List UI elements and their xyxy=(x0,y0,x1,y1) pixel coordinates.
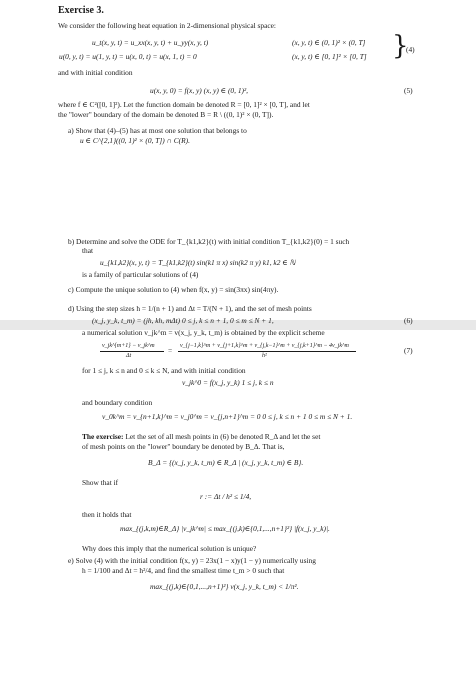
domain-definition-line-1: where f ∈ C²([0, 1]²). Let the function domain be denoted R = [0, 1]² × [0, T], and let xyxy=(58,100,310,109)
part-b-line-2: that xyxy=(82,246,94,255)
equation-number-7: (7) xyxy=(404,346,413,355)
intro-text: We consider the following heat equation in 2-dimensional physical space: xyxy=(58,21,276,30)
part-d-line-2: a numerical solution v_jk^m = v(x_j, y_k, t_m) is obtained by the explicit scheme xyxy=(82,328,325,337)
equation-number-4: (4) xyxy=(406,45,415,54)
scheme-equals: = xyxy=(168,346,173,355)
final-inequality: max_{(j,k)∈{0,1,...,n+1}²} v(x_j, y_k, t_m) < 1/π². xyxy=(150,582,299,591)
exercise-label: The exercise: xyxy=(82,432,124,441)
part-e-line-2: h = 1/100 and Δt = h²/4, and find the smallest time t_m > 0 such that xyxy=(82,566,285,575)
document-page-2 xyxy=(0,237,476,700)
equation-number-6: (6) xyxy=(404,316,413,325)
lower-boundary-set: B_Δ = {(x_j, y_k, t_m) ∈ R_Δ | (x_j, y_k, t_m) ∈ B}. xyxy=(148,458,304,467)
stability-condition: r := Δt / h² ≤ 1/4, xyxy=(200,492,252,501)
boundary-equation: u(0, y, t) = u(1, y, t) = u(x, 0, t) = u(x, 1, t) = 0 xyxy=(59,52,197,61)
part-b-line-1: b) Determine and solve the ODE for T_{k1,k2}(t) with initial condition T_{k1,k2}(0) = 1 such xyxy=(68,237,350,246)
initial-condition-equation: u(x, y, 0) = f(x, y) (x, y) ∈ (0, 1)², xyxy=(150,86,249,95)
equation-number-5: (5) xyxy=(404,86,413,95)
document-page-1 xyxy=(0,0,476,320)
boundary-text: and boundary condition xyxy=(82,398,153,407)
initial-scheme-equation: v_jk^0 = f(x_j, y_k) 1 ≤ j, k ≤ n xyxy=(182,378,274,387)
part-c-text: c) Compute the unique solution to (4) when f(x, y) = sin(3πx) sin(4πy). xyxy=(68,285,279,294)
initial-condition-text: and with initial condition xyxy=(58,68,133,77)
part-e-line-1: e) Solve (4) with the initial condition f(x, y) = 23x(1 − x)y(1 − y) numerically using xyxy=(68,556,316,565)
exercise-text: Let the set of all mesh points in (6) be denoted R_Δ and let the set xyxy=(123,432,321,441)
part-d-line-1: d) Using the step sizes h = 1/(n + 1) and Δt = T/(N + 1), and the set of mesh points xyxy=(68,304,312,313)
maximum-principle-inequality: max_{(j,k,m)∈R_Δ} |v_jk^m| ≤ max_{(j,k)∈{0,1,...,n+1}²} |f(x_j, y_k)|. xyxy=(120,524,330,533)
part-d-line-3: for 1 ≤ j, k ≤ n and 0 ≤ k ≤ N, and with initial condition xyxy=(82,366,246,375)
scheme-lhs-numerator: v_jk^{m+1} − v_jk^m xyxy=(102,343,155,349)
part-b-line-3: is a family of particular solutions of (4) xyxy=(82,270,199,279)
scheme-rhs-fraction-bar xyxy=(178,351,356,352)
scheme-rhs-denominator: h² xyxy=(262,353,267,359)
pde-equation: u_t(x, y, t) = u_xx(x, y, t) + u_yy(x, y, t) xyxy=(92,38,209,47)
right-brace: } xyxy=(392,31,409,61)
boundary-scheme-equation: v_0k^m = v_{n+1,k}^m = v_j0^m = v_{j,n+1}^m = 0 0 ≤ j, k ≤ n + 1 0 ≤ m ≤ N + 1. xyxy=(102,412,353,421)
domain-definition-line-2: the "lower" boundary of the domain be denoted B = R \ ((0, 1)² × (0, T]). xyxy=(58,110,274,119)
mesh-points-equation: (x_j, y_k, t_m) = (jh, kh, mΔt) 0 ≤ j, k ≤ n + 1, 0 ≤ m ≤ N + 1, xyxy=(92,316,274,325)
part-a-line-2: u ∈ C^{2,1}((0, 1)² × (0, T]) ∩ C(R). xyxy=(80,136,190,145)
exercise-statement-line-1 xyxy=(82,432,320,441)
then-holds-text: then it holds that xyxy=(82,510,132,519)
uniqueness-question: Why does this imply that the numerical solution is unique? xyxy=(82,544,257,553)
boundary-domain: (x, y, t) ∈ [0, 1]² × [0, T] xyxy=(292,52,367,61)
part-b-equation: u_{k1,k2}(x, y, t) = T_{k1,k2}(t) sin(k1 π x) sin(k2 π y) k1, k2 ∈ ℕ xyxy=(100,258,296,267)
part-a-line-1: a) Show that (4)–(5) has at most one solution that belongs to xyxy=(68,126,247,135)
exercise-title: Exercise 3. xyxy=(58,5,104,16)
scheme-rhs-numerator: v_{j−1,k}^m + v_{j+1,k}^m + v_{j,k−1}^m + v_{j,k+1}^m − 4v_jk^m xyxy=(180,343,349,349)
scheme-lhs-denominator: Δt xyxy=(126,353,132,359)
exercise-statement-line-2: of mesh points on the "lower" boundary be denoted by B_Δ. That is, xyxy=(82,442,285,451)
scheme-lhs-fraction-bar xyxy=(100,351,164,352)
show-that-text: Show that if xyxy=(82,478,119,487)
pde-domain: (x, y, t) ∈ (0, 1)² × (0, T] xyxy=(292,38,366,47)
